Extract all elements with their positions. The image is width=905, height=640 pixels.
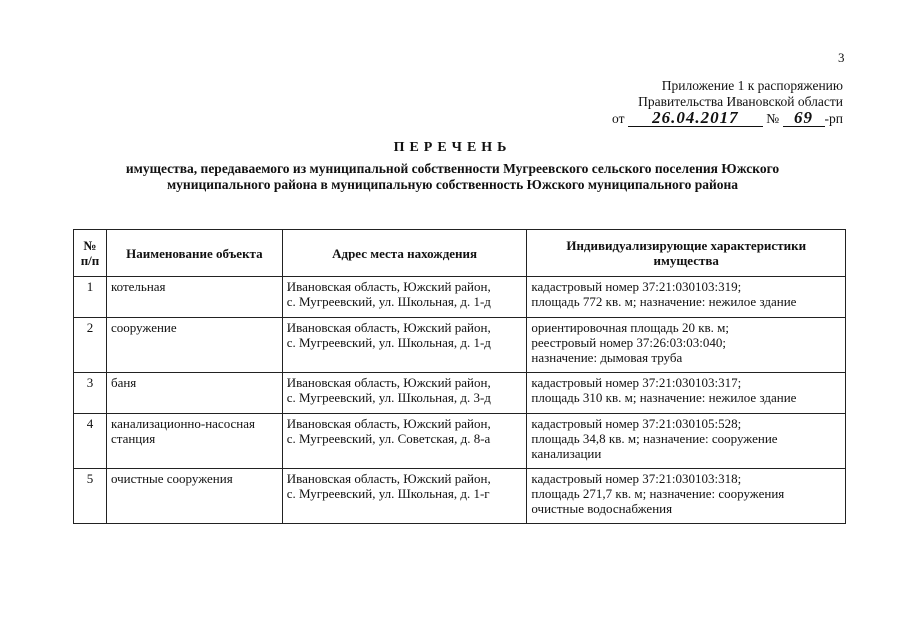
characteristics-line: канализации [531, 446, 602, 461]
row-number: 4 [74, 414, 107, 469]
row-number: 1 [74, 277, 107, 318]
table-row [74, 414, 846, 469]
page-number: 3 [838, 50, 845, 65]
object-address [282, 318, 527, 373]
object-address [282, 414, 527, 469]
object-characteristics [527, 318, 846, 373]
address-line: с. Мугреевский, ул. Школьная, д. 1-д [286, 335, 491, 350]
address-line: с. Мугреевский, ул. Советская, д. 8-а [286, 431, 491, 446]
table-row [74, 318, 846, 373]
table-header-row [74, 230, 846, 277]
date-prefix: от [612, 111, 625, 126]
characteristics-line: площадь 271,7 кв. м; назначение: сооружения [531, 486, 785, 501]
header-name: Наименование объекта [106, 230, 282, 277]
address-line: с. Мугреевский, ул. Школьная, д. 1-г [286, 486, 490, 501]
document-title: ПЕРЕЧЕНЬ [393, 140, 512, 155]
address-line: Ивановская область, Южский район, [286, 375, 491, 390]
object-name: сооружение [106, 318, 282, 373]
characteristics-line: площадь 34,8 кв. м; назначение: сооружение [531, 431, 778, 446]
table-row [74, 373, 846, 414]
object-address [282, 277, 527, 318]
object-characteristics [527, 277, 846, 318]
object-address [282, 373, 527, 414]
address-line: Ивановская область, Южский район, [286, 416, 491, 431]
object-characteristics [527, 469, 846, 524]
header-number-line-1: № [83, 238, 97, 253]
object-characteristics [527, 414, 846, 469]
row-number: 5 [74, 469, 107, 524]
annex-line-3 [612, 110, 843, 127]
address-line: Ивановская область, Южский район, [286, 320, 491, 335]
table-row [74, 277, 846, 318]
number-suffix: -рп [824, 111, 843, 126]
header-characteristics [527, 230, 846, 277]
subtitle-line-2: муниципального района в муниципальную собственность Южского муниципального района [166, 177, 739, 192]
header-characteristics-line-2: имущества [653, 253, 719, 268]
address-line: с. Мугреевский, ул. Школьная, д. 3-д [286, 390, 491, 405]
object-characteristics [527, 373, 846, 414]
header-address: Адрес места нахождения [282, 230, 527, 277]
object-name: котельная [106, 277, 282, 318]
characteristics-line: реестровый номер 37:26:03:03:040; [531, 335, 726, 350]
header-number-line-2: п/п [80, 253, 100, 268]
characteristics-line: кадастровый номер 37:21:030103:318; [531, 471, 742, 486]
characteristics-line: кадастровый номер 37:21:030103:319; [531, 279, 742, 294]
table-row [74, 469, 846, 524]
address-line: Ивановская область, Южский район, [286, 471, 491, 486]
annex-block [612, 78, 843, 127]
header-number [74, 230, 107, 277]
document-subtitle [60, 161, 845, 193]
annex-line-2: Правительства Ивановской области [638, 94, 843, 109]
characteristics-line: назначение: дымовая труба [531, 350, 683, 365]
header-characteristics-line-1: Индивидуализирующие характеристики [566, 238, 807, 253]
number-prefix: № [766, 111, 780, 126]
row-number: 2 [74, 318, 107, 373]
object-name: баня [106, 373, 282, 414]
object-name: канализационно-насосная станция [106, 414, 282, 469]
characteristics-line: площадь 310 кв. м; назначение: нежилое здание [531, 390, 797, 405]
subtitle-line-1: имущества, передаваемого из муниципальной собственности Мугреевского сельского поселения Южского [125, 161, 780, 176]
characteristics-line: кадастровый номер 37:21:030105:528; [531, 416, 742, 431]
address-line: с. Мугреевский, ул. Школьная, д. 1-д [286, 294, 491, 309]
characteristics-line: кадастровый номер 37:21:030103:317; [531, 375, 742, 390]
characteristics-line: очистные водоснабжения [531, 501, 673, 516]
object-address [282, 469, 527, 524]
handwritten-date: 26.04.2017 [628, 110, 763, 127]
object-name: очистные сооружения [106, 469, 282, 524]
handwritten-number: 69 [783, 110, 825, 127]
characteristics-line: ориентировочная площадь 20 кв. м; [531, 320, 729, 335]
row-number: 3 [74, 373, 107, 414]
annex-line-1: Приложение 1 к распоряжению [661, 78, 843, 93]
characteristics-line: площадь 772 кв. м; назначение: нежилое здание [531, 294, 797, 309]
address-line: Ивановская область, Южский район, [286, 279, 491, 294]
property-table [73, 229, 846, 524]
